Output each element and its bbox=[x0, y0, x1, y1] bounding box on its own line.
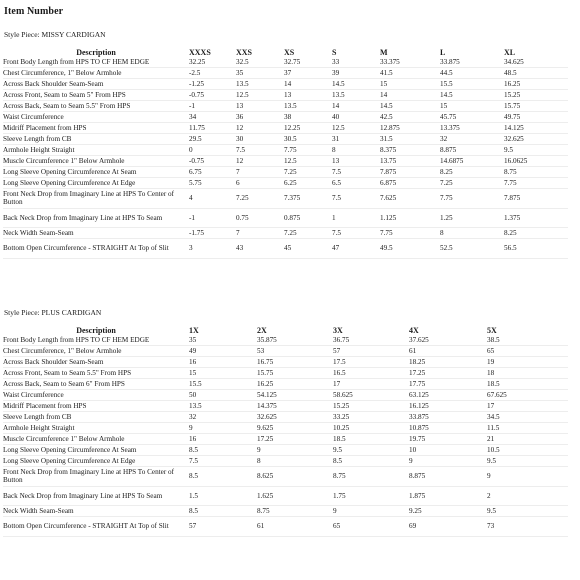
table-row bbox=[3, 123, 568, 134]
table-row bbox=[3, 423, 568, 434]
measurement-value: 14 bbox=[284, 79, 332, 90]
measurement-value: 7.5 bbox=[332, 189, 380, 209]
measurement-description: Across Front, Seam to Seam 5.5" From HPS bbox=[3, 368, 189, 379]
measurement-value: 33.375 bbox=[380, 57, 440, 68]
measurement-value: 1.25 bbox=[440, 208, 504, 228]
measurement-value: 52.5 bbox=[440, 239, 504, 259]
measurement-value: -1.25 bbox=[189, 79, 236, 90]
measurement-value: 36.75 bbox=[333, 335, 409, 346]
measurement-value: 37 bbox=[284, 68, 332, 79]
measurement-value: 17.75 bbox=[409, 379, 487, 390]
measurement-value: 14.375 bbox=[257, 401, 333, 412]
measurement-value: 73 bbox=[487, 517, 568, 537]
measurement-value: 8.75 bbox=[333, 467, 409, 487]
column-header-size: 5X bbox=[487, 325, 497, 335]
measurement-value: 6.25 bbox=[284, 178, 332, 189]
measurement-value: 30 bbox=[236, 134, 284, 145]
missy-cardigan-spec-table bbox=[3, 45, 568, 259]
measurement-value: 1.375 bbox=[504, 208, 568, 228]
table-row bbox=[3, 390, 568, 401]
measurement-value: 7.75 bbox=[380, 228, 440, 239]
measurement-value: 47 bbox=[332, 239, 380, 259]
measurement-value: 15 bbox=[440, 101, 504, 112]
measurement-value: 8.75 bbox=[504, 167, 568, 178]
column-header-size: 1X bbox=[189, 325, 199, 335]
measurement-value: 13 bbox=[236, 101, 284, 112]
measurement-value: 40 bbox=[332, 112, 380, 123]
column-header-size: S bbox=[332, 47, 337, 57]
measurement-value: 11.75 bbox=[189, 123, 236, 134]
measurement-value: 69 bbox=[409, 517, 487, 537]
measurement-value: 7.25 bbox=[284, 167, 332, 178]
measurement-value: 7 bbox=[236, 167, 284, 178]
measurement-value: 14.125 bbox=[504, 123, 568, 134]
table-row bbox=[3, 208, 568, 228]
measurement-value: 7.875 bbox=[504, 189, 568, 209]
measurement-value: 61 bbox=[409, 346, 487, 357]
measurement-value: 7.375 bbox=[284, 189, 332, 209]
measurement-value: 9.5 bbox=[487, 456, 568, 467]
measurement-description: Across Back, Seam to Seam 6" From HPS bbox=[3, 379, 189, 390]
table-row bbox=[3, 445, 568, 456]
measurement-value: 19 bbox=[487, 357, 568, 368]
column-header-size: XL bbox=[504, 47, 516, 57]
measurement-value: 1.625 bbox=[257, 486, 333, 506]
measurement-value: 57 bbox=[189, 517, 257, 537]
measurement-value: 33.875 bbox=[440, 57, 504, 68]
measurement-value: 34.5 bbox=[487, 412, 568, 423]
measurement-value: 12.25 bbox=[284, 123, 332, 134]
measurement-description: Back Neck Drop from Imaginary Line at HPS To Seam bbox=[3, 208, 189, 228]
measurement-value: 16.75 bbox=[257, 357, 333, 368]
measurement-description: Across Front, Seam to Seam 5" From HPS bbox=[3, 90, 189, 101]
measurement-value: 7.75 bbox=[440, 189, 504, 209]
measurement-value: 49.5 bbox=[380, 239, 440, 259]
column-header-size: XXS bbox=[236, 47, 253, 57]
measurement-description: Front Body Length from HPS TO CF HEM EDGE bbox=[3, 335, 189, 346]
measurement-value: 8.25 bbox=[504, 228, 568, 239]
column-header-size: 4X bbox=[409, 325, 419, 335]
measurement-value: 8.375 bbox=[380, 145, 440, 156]
measurement-value: 13.5 bbox=[284, 101, 332, 112]
measurement-value: -1.75 bbox=[189, 228, 236, 239]
measurement-value: 49.75 bbox=[504, 112, 568, 123]
measurement-value: 9 bbox=[333, 506, 409, 517]
measurement-value: 15.25 bbox=[504, 90, 568, 101]
measurement-value: 9 bbox=[189, 423, 257, 434]
measurement-value: 14 bbox=[332, 101, 380, 112]
measurement-value: 35 bbox=[189, 335, 257, 346]
measurement-value: 18.5 bbox=[487, 379, 568, 390]
measurement-description: Long Sleeve Opening Circumference At Seam bbox=[3, 445, 189, 456]
measurement-value: 14.5 bbox=[332, 79, 380, 90]
measurement-value: 9 bbox=[487, 467, 568, 487]
measurement-value: 53 bbox=[257, 346, 333, 357]
measurement-value: 15.5 bbox=[189, 379, 257, 390]
measurement-description: Sleeve Length from CB bbox=[3, 412, 189, 423]
column-header-size: M bbox=[380, 47, 388, 57]
measurement-description: Neck Width Seam-Seam bbox=[3, 228, 189, 239]
measurement-value: 32.75 bbox=[284, 57, 332, 68]
measurement-value: 65 bbox=[487, 346, 568, 357]
measurement-value: 3 bbox=[189, 239, 236, 259]
table-row bbox=[3, 57, 568, 68]
measurement-value: 32 bbox=[440, 134, 504, 145]
measurement-value: 4 bbox=[189, 189, 236, 209]
table-row bbox=[3, 486, 568, 506]
measurement-value: 12.875 bbox=[380, 123, 440, 134]
measurement-value: 16.0625 bbox=[504, 156, 568, 167]
measurement-value: 7.25 bbox=[236, 189, 284, 209]
column-header-size: XXXS bbox=[189, 47, 211, 57]
measurement-value: 38.5 bbox=[487, 335, 568, 346]
measurement-description: Across Back, Seam to Seam 5.5" From HPS bbox=[3, 101, 189, 112]
table-row bbox=[3, 357, 568, 368]
measurement-value: 44.5 bbox=[440, 68, 504, 79]
measurement-value: 12 bbox=[236, 123, 284, 134]
measurement-value: 10.5 bbox=[487, 445, 568, 456]
measurement-value: 37.625 bbox=[409, 335, 487, 346]
measurement-description: Waist Circumference bbox=[3, 390, 189, 401]
measurement-value: 17.25 bbox=[409, 368, 487, 379]
table-row bbox=[3, 79, 568, 90]
measurement-value: -0.75 bbox=[189, 90, 236, 101]
measurement-value: 18 bbox=[487, 368, 568, 379]
measurement-value: 15 bbox=[380, 79, 440, 90]
measurement-value: 35 bbox=[236, 68, 284, 79]
measurement-value: 36 bbox=[236, 112, 284, 123]
measurement-value: 9.5 bbox=[504, 145, 568, 156]
style-piece-missy-label: Style Piece: MISSY CARDIGAN bbox=[4, 30, 106, 39]
measurement-description: Front Neck Drop from Imaginary Line at HPS To Center of Button bbox=[3, 189, 189, 209]
measurement-value: -2.5 bbox=[189, 68, 236, 79]
table-row bbox=[3, 134, 568, 145]
measurement-value: 5.75 bbox=[189, 178, 236, 189]
measurement-value: 32.625 bbox=[257, 412, 333, 423]
measurement-value: 45 bbox=[284, 239, 332, 259]
measurement-value: -1 bbox=[189, 208, 236, 228]
measurement-value: 6.75 bbox=[189, 167, 236, 178]
measurement-value: 16.25 bbox=[504, 79, 568, 90]
measurement-value: 16.5 bbox=[333, 368, 409, 379]
measurement-value: 8.5 bbox=[189, 445, 257, 456]
table-row bbox=[3, 517, 568, 537]
measurement-description: Long Sleeve Opening Circumference At Edge bbox=[3, 178, 189, 189]
measurement-value: 15.75 bbox=[257, 368, 333, 379]
measurement-description: Across Back Shoulder Seam-Seam bbox=[3, 357, 189, 368]
measurement-value: 13.5 bbox=[189, 401, 257, 412]
measurement-value: 7.5 bbox=[332, 228, 380, 239]
measurement-description: Across Back Shoulder Seam-Seam bbox=[3, 79, 189, 90]
measurement-value: 61 bbox=[257, 517, 333, 537]
measurement-value: 58.625 bbox=[333, 390, 409, 401]
measurement-value: 21 bbox=[487, 434, 568, 445]
measurement-value: 10.25 bbox=[333, 423, 409, 434]
measurement-description: Chest Circumference, 1" Below Armhole bbox=[3, 68, 189, 79]
measurement-value: 38 bbox=[284, 112, 332, 123]
measurement-value: 7.5 bbox=[332, 167, 380, 178]
measurement-value: 29.5 bbox=[189, 134, 236, 145]
measurement-description: Long Sleeve Opening Circumference At Edge bbox=[3, 456, 189, 467]
measurement-value: 9.5 bbox=[487, 506, 568, 517]
measurement-value: 12.5 bbox=[236, 90, 284, 101]
column-header-size: L bbox=[440, 47, 446, 57]
measurement-description: Front Neck Drop from Imaginary Line at HPS To Center of Button bbox=[3, 467, 189, 487]
measurement-value: 63.125 bbox=[409, 390, 487, 401]
measurement-value: 8.5 bbox=[189, 506, 257, 517]
measurement-value: 33 bbox=[332, 57, 380, 68]
measurement-value: 8.75 bbox=[257, 506, 333, 517]
measurement-value: 54.125 bbox=[257, 390, 333, 401]
measurement-value: 14.5 bbox=[380, 101, 440, 112]
column-header-size: XS bbox=[284, 47, 295, 57]
table-row bbox=[3, 368, 568, 379]
plus-cardigan-spec-table bbox=[3, 323, 568, 537]
measurement-description: Back Neck Drop from Imaginary Line at HPS To Seam bbox=[3, 486, 189, 506]
measurement-value: 16.25 bbox=[257, 379, 333, 390]
measurement-value: 8.25 bbox=[440, 167, 504, 178]
measurement-value: 32.25 bbox=[189, 57, 236, 68]
measurement-value: 56.5 bbox=[504, 239, 568, 259]
measurement-value: 57 bbox=[333, 346, 409, 357]
measurement-description: Neck Width Seam-Seam bbox=[3, 506, 189, 517]
measurement-value: 31 bbox=[332, 134, 380, 145]
measurement-value: -1 bbox=[189, 101, 236, 112]
measurement-description: Muscle Circumference 1" Below Armhole bbox=[3, 156, 189, 167]
measurement-value: 15.5 bbox=[440, 79, 504, 90]
measurement-value: 16.125 bbox=[409, 401, 487, 412]
measurement-value: 15.75 bbox=[504, 101, 568, 112]
measurement-value: 13.5 bbox=[332, 90, 380, 101]
measurement-value: 8.5 bbox=[189, 467, 257, 487]
measurement-value: 65 bbox=[333, 517, 409, 537]
measurement-value: 0 bbox=[189, 145, 236, 156]
measurement-description: Armhole Height Straight bbox=[3, 145, 189, 156]
measurement-value: 8.875 bbox=[440, 145, 504, 156]
measurement-value: 31.5 bbox=[380, 134, 440, 145]
measurement-value: 6.5 bbox=[332, 178, 380, 189]
measurement-value: 13 bbox=[284, 90, 332, 101]
table-row bbox=[3, 167, 568, 178]
table-row bbox=[3, 90, 568, 101]
measurement-value: 33.875 bbox=[409, 412, 487, 423]
measurement-value: 42.5 bbox=[380, 112, 440, 123]
measurement-value: 17 bbox=[333, 379, 409, 390]
measurement-value: 17.25 bbox=[257, 434, 333, 445]
table-row bbox=[3, 506, 568, 517]
measurement-value: 9 bbox=[257, 445, 333, 456]
measurement-value: 16 bbox=[189, 357, 257, 368]
measurement-description: Bottom Open Circumference - STRAIGHT At Top of Slit bbox=[3, 239, 189, 259]
measurement-value: 12 bbox=[236, 156, 284, 167]
measurement-value: 2 bbox=[487, 486, 568, 506]
table-row bbox=[3, 346, 568, 357]
measurement-value: 32.5 bbox=[236, 57, 284, 68]
measurement-description: Long Sleeve Opening Circumference At Seam bbox=[3, 167, 189, 178]
item-number-heading: Item Number bbox=[4, 6, 64, 17]
measurement-value: 32 bbox=[189, 412, 257, 423]
measurement-value: 15.25 bbox=[333, 401, 409, 412]
measurement-value: 8 bbox=[332, 145, 380, 156]
measurement-value: 34.625 bbox=[504, 57, 568, 68]
measurement-value: 9.625 bbox=[257, 423, 333, 434]
measurement-value: 13 bbox=[332, 156, 380, 167]
measurement-value: 18.5 bbox=[333, 434, 409, 445]
table-row bbox=[3, 335, 568, 346]
measurement-value: 8.625 bbox=[257, 467, 333, 487]
measurement-value: 17 bbox=[487, 401, 568, 412]
table-row bbox=[3, 101, 568, 112]
measurement-value: 14.5 bbox=[440, 90, 504, 101]
table-row bbox=[3, 156, 568, 167]
measurement-value: 41.5 bbox=[380, 68, 440, 79]
table-row bbox=[3, 145, 568, 156]
table-row bbox=[3, 401, 568, 412]
table-row bbox=[3, 68, 568, 79]
measurement-value: -0.75 bbox=[189, 156, 236, 167]
table-header-row bbox=[3, 323, 568, 335]
measurement-value: 43 bbox=[236, 239, 284, 259]
measurement-value: 10 bbox=[409, 445, 487, 456]
measurement-value: 67.625 bbox=[487, 390, 568, 401]
measurement-value: 1.5 bbox=[189, 486, 257, 506]
measurement-value: 7.25 bbox=[284, 228, 332, 239]
measurement-value: 9 bbox=[409, 456, 487, 467]
measurement-value: 13.5 bbox=[236, 79, 284, 90]
measurement-value: 8.5 bbox=[333, 456, 409, 467]
column-header-size: 2X bbox=[257, 325, 267, 335]
table-row bbox=[3, 239, 568, 259]
measurement-value: 7.75 bbox=[284, 145, 332, 156]
measurement-value: 14 bbox=[380, 90, 440, 101]
measurement-value: 32.625 bbox=[504, 134, 568, 145]
measurement-value: 50 bbox=[189, 390, 257, 401]
measurement-value: 1 bbox=[332, 208, 380, 228]
measurement-value: 13.75 bbox=[380, 156, 440, 167]
measurement-value: 8 bbox=[257, 456, 333, 467]
style-piece-plus-label: Style Piece: PLUS CARDIGAN bbox=[4, 308, 102, 317]
column-header-description: Description bbox=[76, 47, 116, 57]
measurement-description: Sleeve Length from CB bbox=[3, 134, 189, 145]
measurement-value: 1.125 bbox=[380, 208, 440, 228]
measurement-value: 0.75 bbox=[236, 208, 284, 228]
table-row bbox=[3, 456, 568, 467]
measurement-value: 33.25 bbox=[333, 412, 409, 423]
table-row bbox=[3, 178, 568, 189]
table-row bbox=[3, 112, 568, 123]
measurement-value: 39 bbox=[332, 68, 380, 79]
measurement-value: 12.5 bbox=[332, 123, 380, 134]
measurement-value: 7.75 bbox=[504, 178, 568, 189]
measurement-value: 48.5 bbox=[504, 68, 568, 79]
measurement-value: 10.875 bbox=[409, 423, 487, 434]
column-header-size: 3X bbox=[333, 325, 343, 335]
measurement-value: 7.625 bbox=[380, 189, 440, 209]
measurement-value: 8 bbox=[440, 228, 504, 239]
measurement-description: Muscle Circumference 1" Below Armhole bbox=[3, 434, 189, 445]
measurement-value: 34 bbox=[189, 112, 236, 123]
table-row bbox=[3, 189, 568, 209]
measurement-value: 6 bbox=[236, 178, 284, 189]
measurement-value: 6.875 bbox=[380, 178, 440, 189]
measurement-value: 15 bbox=[189, 368, 257, 379]
measurement-value: 7.875 bbox=[380, 167, 440, 178]
measurement-value: 16 bbox=[189, 434, 257, 445]
measurement-value: 8.875 bbox=[409, 467, 487, 487]
measurement-value: 49 bbox=[189, 346, 257, 357]
measurement-value: 30.5 bbox=[284, 134, 332, 145]
measurement-value: 9.5 bbox=[333, 445, 409, 456]
measurement-description: Chest Circumference, 1" Below Armhole bbox=[3, 346, 189, 357]
measurement-value: 12.5 bbox=[284, 156, 332, 167]
measurement-value: 19.75 bbox=[409, 434, 487, 445]
measurement-value: 1.875 bbox=[409, 486, 487, 506]
measurement-description: Midriff Placement from HPS bbox=[3, 123, 189, 134]
measurement-value: 18.25 bbox=[409, 357, 487, 368]
table-header-row bbox=[3, 45, 568, 57]
measurement-value: 17.5 bbox=[333, 357, 409, 368]
measurement-value: 13.375 bbox=[440, 123, 504, 134]
table-row bbox=[3, 412, 568, 423]
table-row bbox=[3, 379, 568, 390]
measurement-value: 45.75 bbox=[440, 112, 504, 123]
column-header-description: Description bbox=[76, 325, 116, 335]
measurement-description: Armhole Height Straight bbox=[3, 423, 189, 434]
measurement-value: 11.5 bbox=[487, 423, 568, 434]
measurement-value: 7 bbox=[236, 228, 284, 239]
measurement-description: Midriff Placement from HPS bbox=[3, 401, 189, 412]
measurement-value: 14.6875 bbox=[440, 156, 504, 167]
measurement-description: Front Body Length from HPS TO CF HEM EDGE bbox=[3, 57, 189, 68]
measurement-value: 9.25 bbox=[409, 506, 487, 517]
measurement-value: 0.875 bbox=[284, 208, 332, 228]
table-row bbox=[3, 228, 568, 239]
measurement-value: 1.75 bbox=[333, 486, 409, 506]
measurement-value: 35.875 bbox=[257, 335, 333, 346]
measurement-value: 7.5 bbox=[189, 456, 257, 467]
measurement-value: 7.25 bbox=[440, 178, 504, 189]
table-row bbox=[3, 467, 568, 487]
measurement-description: Bottom Open Circumference - STRAIGHT At Top of Slit bbox=[3, 517, 189, 537]
table-row bbox=[3, 434, 568, 445]
measurement-value: 7.5 bbox=[236, 145, 284, 156]
measurement-description: Waist Circumference bbox=[3, 112, 189, 123]
